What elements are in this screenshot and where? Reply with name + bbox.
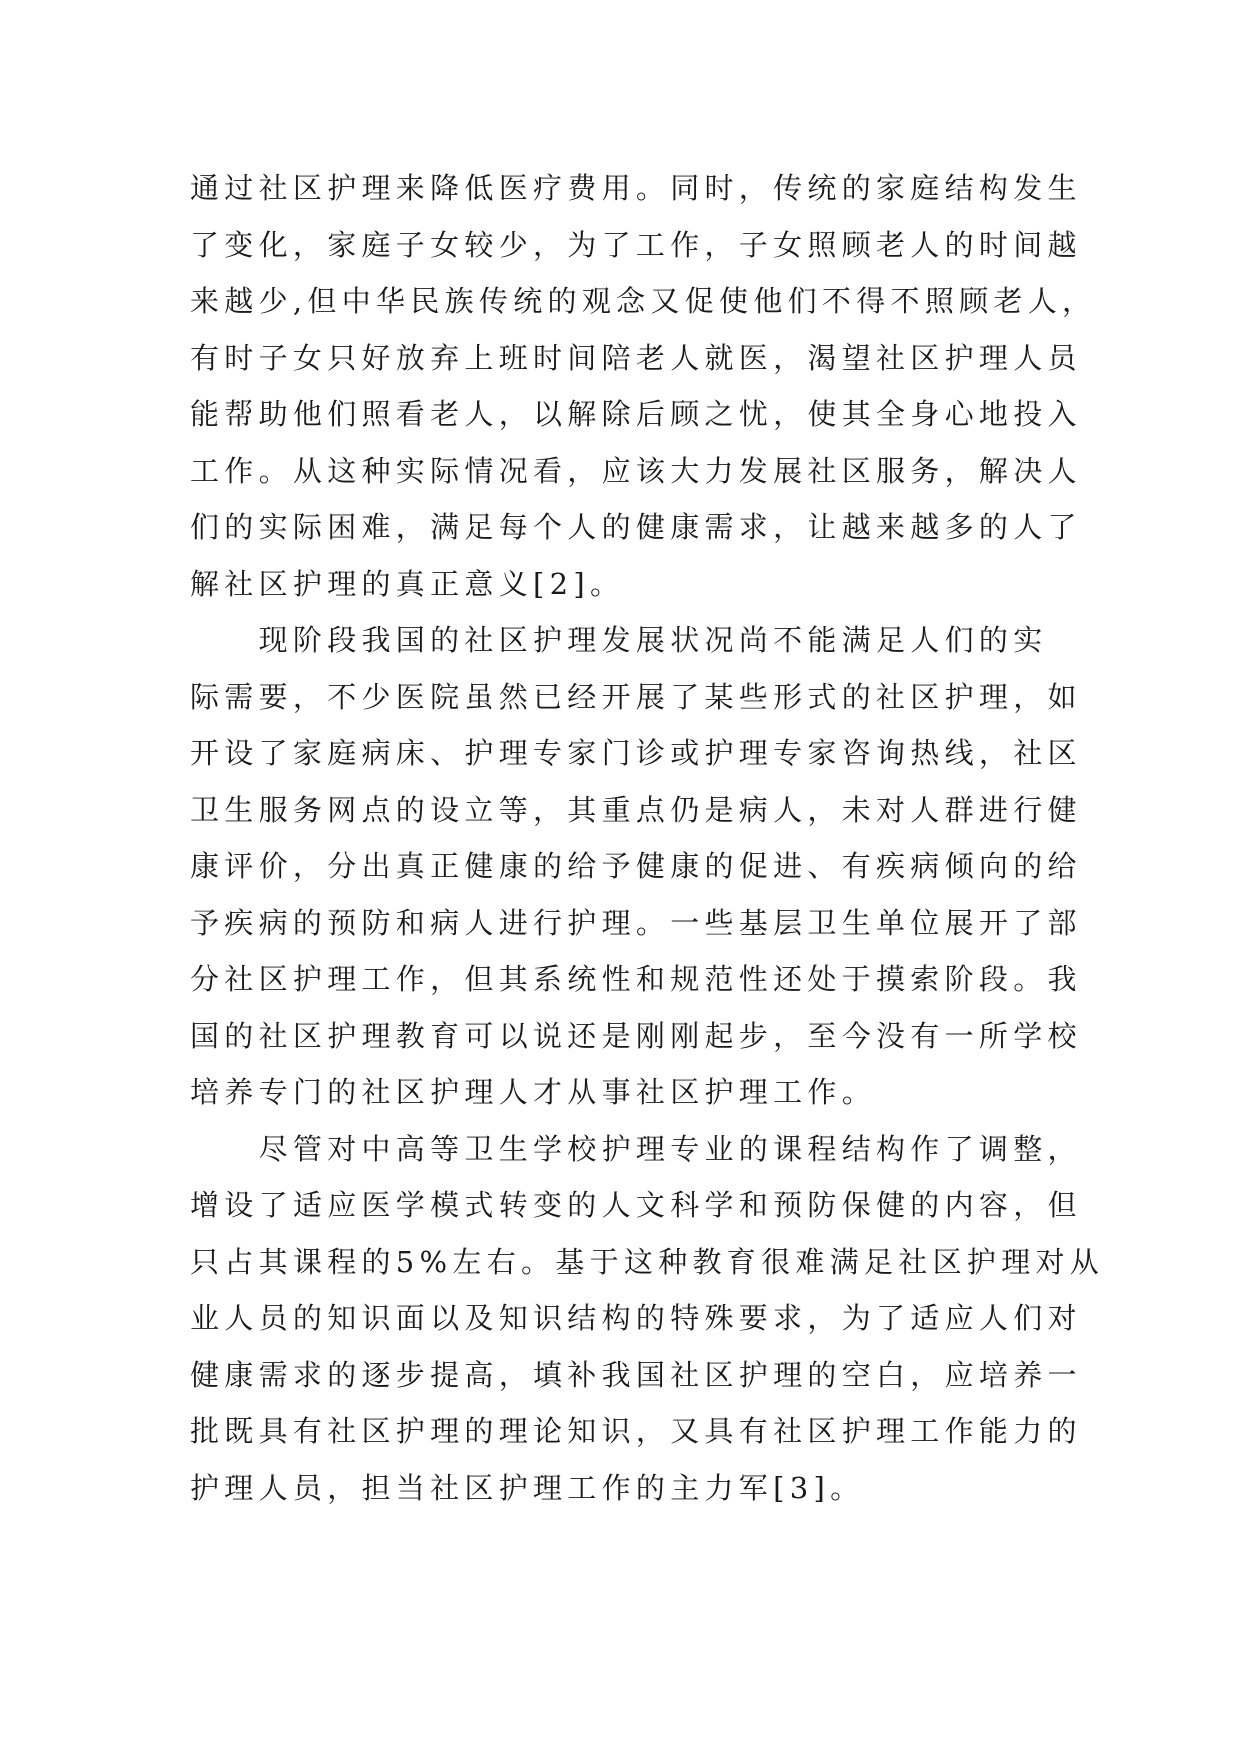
text-line: 们的实际困难，满足每个人的健康需求，让越来越多的人了 [190, 510, 1082, 544]
text-line: 了变化，家庭子女较少，为了工作，子女照顾老人的时间越 [190, 227, 1082, 262]
text-line: 分社区护理工作，但其系统性和规范性还处于摸索阶段。我 [190, 962, 1082, 996]
text-line: 培养专门的社区护理人才从事社区护理工作。 [190, 1075, 877, 1109]
text-line: 国的社区护理教育可以说还是刚刚起步，至今没有一所学校 [190, 1018, 1082, 1053]
text-line: 通过社区护理来降低医疗费用。同时，传统的家庭结构发生 [190, 171, 1082, 205]
text-line: 工作。从这种实际情况看，应该大力发展社区服务，解决人 [190, 453, 1082, 488]
text-line: 批既具有社区护理的理论知识，又具有社区护理工作能力的 [190, 1414, 1082, 1448]
text-line: 来越少,但中华民族传统的观念又促使他们不得不照顾老人， [190, 284, 1097, 318]
text-line: 只占其课程的5%左右。基于这种教育很难满足社区护理对从 [190, 1244, 1105, 1279]
text-line: 健康需求的逐步提高，填补我国社区护理的空白，应培养一 [190, 1357, 1082, 1392]
text-line: 尽管对中高等卫生学校护理专业的课程结构作了调整， [190, 1131, 1082, 1166]
text-line: 际需要，不少医院虽然已经开展了某些形式的社区护理，如 [190, 679, 1082, 714]
text-line: 有时子女只好放弃上班时间陪老人就医，渴望社区护理人员 [190, 340, 1082, 375]
text-line: 开设了家庭病床、护理专家门诊或护理专家咨询热线，社区 [190, 736, 1082, 770]
text-line: 业人员的知识面以及知识结构的特殊要求，为了适应人们对 [190, 1301, 1082, 1335]
text-line: 康评价，分出真正健康的给予健康的促进、有疾病倾向的给 [190, 849, 1082, 883]
text-line: 现阶段我国的社区护理发展状况尚不能满足人们的实 [190, 623, 1048, 657]
text-line: 能帮助他们照看老人，以解除后顾之忧，使其全身心地投入 [190, 397, 1082, 431]
text-line: 护理人员，担当社区护理工作的主力军[3]。 [190, 1470, 865, 1505]
text-line: 卫生服务网点的设立等，其重点仍是病人，未对人群进行健 [190, 792, 1082, 827]
paragraph-3 [190, 1121, 1105, 1517]
text-line: 增设了适应医学模式转变的人文科学和预防保健的内容，但 [190, 1188, 1082, 1222]
text-line: 解社区护理的真正意义[2]。 [190, 566, 625, 601]
paragraph-2 [190, 612, 1082, 1121]
document-page [190, 160, 1105, 1516]
paragraph-1 [190, 160, 1097, 612]
text-line: 予疾病的预防和病人进行护理。一些基层卫生单位展开了部 [190, 905, 1082, 940]
